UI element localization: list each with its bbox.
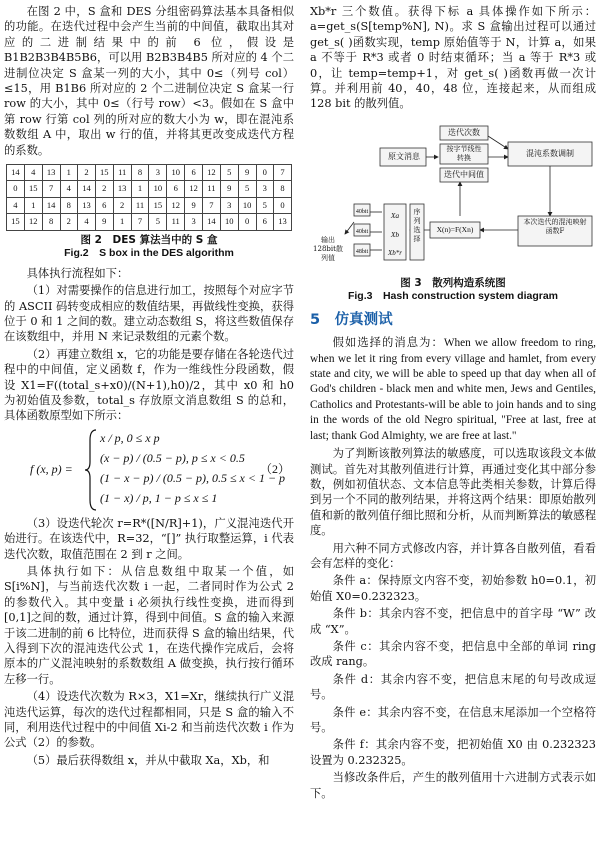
sbox-cell: 1 bbox=[113, 214, 131, 230]
sbox-cell: 4 bbox=[78, 214, 96, 230]
sbox-cell: 11 bbox=[167, 214, 185, 230]
diagram-xa: Xa bbox=[390, 210, 400, 220]
diagram-xbr: Xb*r bbox=[388, 248, 402, 257]
sbox-cell: 12 bbox=[203, 165, 221, 181]
paragraph-step3b: 具体执行如下：从信息数组中取某一个值，如 S[i%N]，与当前迭代次数 i 一起，二者同时作为公式 2 的参数代入。其中变量 i 必须执行线性变换，进而得到[0,1]之间的数，通过计算，得到中间值。S 盒的输入来源于该二进制的前 6 比特位，进而获得 S 盒的输出结果，代入得到下次的混沌迭代公式 1，在迭代操作完成后，会将原本的广义混沌映射的系数数组 A 做变换，执行按行循环左移一行。 bbox=[4, 564, 294, 686]
paragraph-sensitivity: 为了判断该散列算法的敏感度，可以选取该段文本做测试。首先对其散列值进行计算，再通过变化其中部分参数，例如初值状态、文本信息等此类相关参数，计算后得到另一个不同的散列结果，并将这两个结果：即原始散列值和新的散列值仔细比照和分析，从而判断算法的敏感程度。 bbox=[310, 447, 596, 538]
diagram-seq-select: 序列选择 bbox=[413, 207, 421, 243]
sbox-cell: 3 bbox=[185, 214, 203, 230]
sbox-cell: 14 bbox=[42, 197, 60, 213]
paragraph-step4: （4）设迭代次数为 R×3，X1=Xr，继续执行广义混沌迭代运算，每次的迭代过程都相同，只是 S 盒的输入不同，利用迭代过程中的中间值 Xi-2 和当前迭代次数 i 作为公式（2）的参数。 bbox=[4, 690, 294, 750]
sbox-cell: 9 bbox=[238, 165, 256, 181]
sbox-cell: 12 bbox=[24, 214, 42, 230]
sbox-cell: 3 bbox=[220, 197, 238, 213]
fig3-caption-en: Fig.3 Hash construction system diagram bbox=[347, 289, 559, 302]
diagram-bits-40a: 40bit bbox=[355, 208, 369, 215]
condition-c: 条件 c：其余内容不变，把信息中全部的单词 ring 改成 rang。 bbox=[310, 639, 596, 669]
fig3-caption bbox=[310, 277, 596, 303]
paragraph-step2: （2）再建立数组 x，它的功能是要存储在各轮迭代过程中的中间值，定义函数 f，作为一维线性分段函数，假设 X1=F((total_s+x0)/(N+1),h0)/2，其中 x0 和 h0 为初始值及参数，total_s 存放原文消息数组 S 的总和，具体函数原型如下所示： bbox=[4, 347, 294, 423]
sbox-cell: 0 bbox=[7, 181, 25, 197]
sbox-cell: 8 bbox=[42, 214, 60, 230]
sbox-row bbox=[7, 165, 292, 181]
condition-d: 条件 d：其余内容不变，把信息末尾的句号改成逗号。 bbox=[310, 672, 596, 702]
condition-a: 条件 a：保持原文内容不变，初始参数 h0=0.1，初始值 X0=0.232323。 bbox=[310, 574, 596, 603]
formula-lhs: f (x, p) = bbox=[30, 461, 73, 476]
sbox-cell: 6 bbox=[256, 214, 273, 230]
sbox-cell: 8 bbox=[60, 197, 77, 213]
formula-brace bbox=[84, 428, 98, 512]
sbox-cell: 1 bbox=[24, 197, 42, 213]
hash-construction-diagram bbox=[310, 124, 596, 274]
fig3-caption-zh: 图 3 散列构造系统图 bbox=[400, 276, 506, 289]
paragraph-six-ways: 用六种不同方式修改内容，并计算各自散列值，看看会有怎样的变化： bbox=[310, 541, 596, 570]
diagram-xb: Xb bbox=[390, 229, 400, 239]
paragraph-last: 当修改条件后，产生的散列值用十六进制方式表示如下。 bbox=[310, 771, 596, 800]
sbox-cell: 0 bbox=[256, 165, 273, 181]
sbox-cell: 6 bbox=[185, 165, 203, 181]
sbox-cell: 12 bbox=[167, 197, 185, 213]
condition-e: 条件 e：其余内容不变，在信息末尾添加一个空格符号。 bbox=[310, 705, 596, 734]
sbox-cell: 5 bbox=[149, 214, 167, 230]
sbox-cell: 1 bbox=[60, 165, 77, 181]
sbox-cell: 4 bbox=[7, 197, 25, 213]
sbox-cell: 15 bbox=[95, 165, 113, 181]
sbox-cell: 7 bbox=[131, 214, 149, 230]
formula-case-1: x / p, 0 ≤ x p bbox=[100, 430, 160, 445]
formula-case-4: (1 − x) / p, 1 − p ≤ x ≤ 1 bbox=[100, 490, 218, 505]
condition-f: 条件 f：其余内容不变，把初始值 X0 由 0.232323 设置为 0.232325。 bbox=[310, 738, 596, 767]
diagram-bits-48: 48bit bbox=[355, 248, 369, 255]
piecewise-formula bbox=[4, 428, 294, 512]
sbox-cell: 15 bbox=[7, 214, 25, 230]
diagram-output: 输出128bit散列值 bbox=[313, 235, 343, 262]
sbox-table bbox=[6, 164, 292, 231]
formula-case-2: (x − p) / (0.5 − p), p ≤ x < 0.5 bbox=[100, 450, 245, 465]
sbox-cell: 13 bbox=[274, 214, 292, 230]
sbox-cell: 9 bbox=[95, 214, 113, 230]
sbox-cell: 13 bbox=[42, 165, 60, 181]
right-column bbox=[310, 4, 596, 803]
sbox-cell: 9 bbox=[185, 197, 203, 213]
formula-number: （2） bbox=[260, 461, 291, 476]
sbox-cell: 15 bbox=[149, 197, 167, 213]
sbox-cell: 10 bbox=[149, 181, 167, 197]
diagram-byte-transform: 按字节线性转换 bbox=[446, 144, 482, 162]
sbox-cell: 13 bbox=[78, 197, 96, 213]
diagram-iter-count: 迭代次数 bbox=[448, 127, 480, 137]
sbox-cell: 15 bbox=[24, 181, 42, 197]
sbox-cell: 2 bbox=[113, 197, 131, 213]
paragraph-message: 假如选择的消息为：When we allow freedom to ring, when we let it ring from every village and hamlet, from every state and city, we will be able to speed up that day when all of God's children - black men and white men, Jews and Gentiles, Catholics and Protestants-will be able to join hands and to sing in the words of the old Negro spiritual, "Free at last, free at last; thank God Almighty, we are free at last." bbox=[310, 337, 596, 442]
sbox-cell: 8 bbox=[131, 165, 149, 181]
sbox-cell: 2 bbox=[60, 214, 77, 230]
sbox-cell: 7 bbox=[42, 181, 60, 197]
sbox-cell: 2 bbox=[78, 165, 96, 181]
sbox-cell: 6 bbox=[167, 181, 185, 197]
sbox-cell: 4 bbox=[60, 181, 77, 197]
sbox-cell: 5 bbox=[238, 181, 256, 197]
condition-b: 条件 b：其余内容不变，把信息中的首字母 “W” 改成 “X”。 bbox=[310, 607, 596, 636]
sbox-cell: 10 bbox=[238, 197, 256, 213]
sbox-cell: 14 bbox=[203, 214, 221, 230]
sbox-cell: 11 bbox=[113, 165, 131, 181]
paragraph-step3: （3）设迭代轮次 r=R*([N/R]+1)，广义混沌迭代开始进行。在该迭代中，R=32，“[]” 执行取整运算，i 代表迭代次数，取值范围在 2 到 r 之间。 bbox=[4, 516, 294, 561]
section-title: 5 仿真测试 bbox=[310, 311, 393, 328]
paragraph-sbox-intro: 在图 2 中，S 盒和 DES 分组密码算法基本具备相似的功能。在迭代过程中会产生当前的中间值，截取出其对应的二进制结果中的前 6 位，假设是 B1B2B3B4B5B6，可以用 B2B3B4B5 所对应的 4 个二进制位决定 S 盒某一列的大小，其中 0≤（列号 col）≤15，用 B1B6 所对应的 2 个二进制位决定 S 盒某一行 row 的大小，其中 0≤（行号 row）<3。假如在 S 盒中第 row 行第 col 列的所对应的数大小为 w，即在混沌系数数组 A 中，取出 w 行的值，并将其更改变成迭代方程的系数。 bbox=[4, 5, 294, 157]
sbox-cell: 13 bbox=[113, 181, 131, 197]
sbox-cell: 2 bbox=[95, 181, 113, 197]
sbox-cell: 14 bbox=[7, 165, 25, 181]
diagram-chaos-coef: 混沌系数调制 bbox=[526, 148, 574, 158]
sbox-cell: 0 bbox=[274, 197, 292, 213]
fig2-caption-zh: 图 2 DES 算法当中的 S 盒 bbox=[80, 233, 218, 246]
diagram-iter-mid: 迭代中间值 bbox=[444, 169, 484, 179]
sbox-cell: 10 bbox=[167, 165, 185, 181]
sbox-cell: 4 bbox=[24, 165, 42, 181]
paragraph-continuation: Xb*r 三个数值。获得下标 a 具体操作如下所示：a=get_s(S[temp%N], N)。求 S 盒输出过程可以通过 get_s( )函数实现，temp 原始值等于 N，计算 a，如果 a 不等于 R*3 或者 0 时结束循环；当 a 等于 R*3 或 0，让 temp=temp+1，对 get_s( )函数再做一次计算。并利用前 40，40，48 位，连接起来，从而组成 128 bit 的散列值。 bbox=[310, 5, 596, 111]
sbox-cell: 11 bbox=[131, 197, 149, 213]
formula-cases bbox=[100, 428, 285, 508]
sbox-cell: 11 bbox=[203, 181, 221, 197]
sbox-cell: 7 bbox=[274, 165, 292, 181]
sbox-cell: 7 bbox=[203, 197, 221, 213]
sbox-cell: 8 bbox=[274, 181, 292, 197]
diagram-current-map: 本次迭代的混沌映射函数F bbox=[523, 217, 587, 235]
paragraph-step1: （1）对需要操作的信息进行加工，按照每个对应字节的 ASCII 码转变成相应的数值结果，再做线性变换，获得位于 0 和 1 之间的数。建立动态数组 S，将这些数值保存在该数组中，并用 N 来记录数组的元素个数。 bbox=[4, 284, 294, 344]
sbox-row bbox=[7, 181, 292, 197]
paragraph-step5: （5）最后获得数组 x，并从中截取 Xa，Xb，和 bbox=[26, 753, 270, 767]
paragraph-flow: 具体执行流程如下： bbox=[26, 266, 129, 280]
diagram-bits-40b: 40bit bbox=[355, 228, 369, 235]
sbox-cell: 14 bbox=[78, 181, 96, 197]
sbox-cell: 1 bbox=[131, 181, 149, 197]
sbox-row bbox=[7, 197, 292, 213]
fig2-caption bbox=[4, 234, 294, 260]
diagram-source-msg: 原文消息 bbox=[388, 151, 420, 161]
sbox-cell: 0 bbox=[238, 214, 256, 230]
sbox-cell: 5 bbox=[220, 165, 238, 181]
formula-case-3: (1 − x − p) / (0.5 − p), 0.5 ≤ x < 1 − p bbox=[100, 470, 286, 485]
sbox-cell: 3 bbox=[149, 165, 167, 181]
sbox-cell: 9 bbox=[220, 181, 238, 197]
sbox-cell: 5 bbox=[256, 197, 273, 213]
sbox-cell: 10 bbox=[220, 214, 238, 230]
sbox-cell: 12 bbox=[185, 181, 203, 197]
sbox-cell: 3 bbox=[256, 181, 273, 197]
left-column bbox=[4, 4, 294, 770]
fig2-caption-en: Fig.2 S box in the DES algorithm bbox=[64, 246, 234, 259]
sbox-row bbox=[7, 214, 292, 230]
diagram-xn-formula: X(n)=F(Xn) bbox=[436, 224, 474, 234]
sbox-cell: 6 bbox=[95, 197, 113, 213]
